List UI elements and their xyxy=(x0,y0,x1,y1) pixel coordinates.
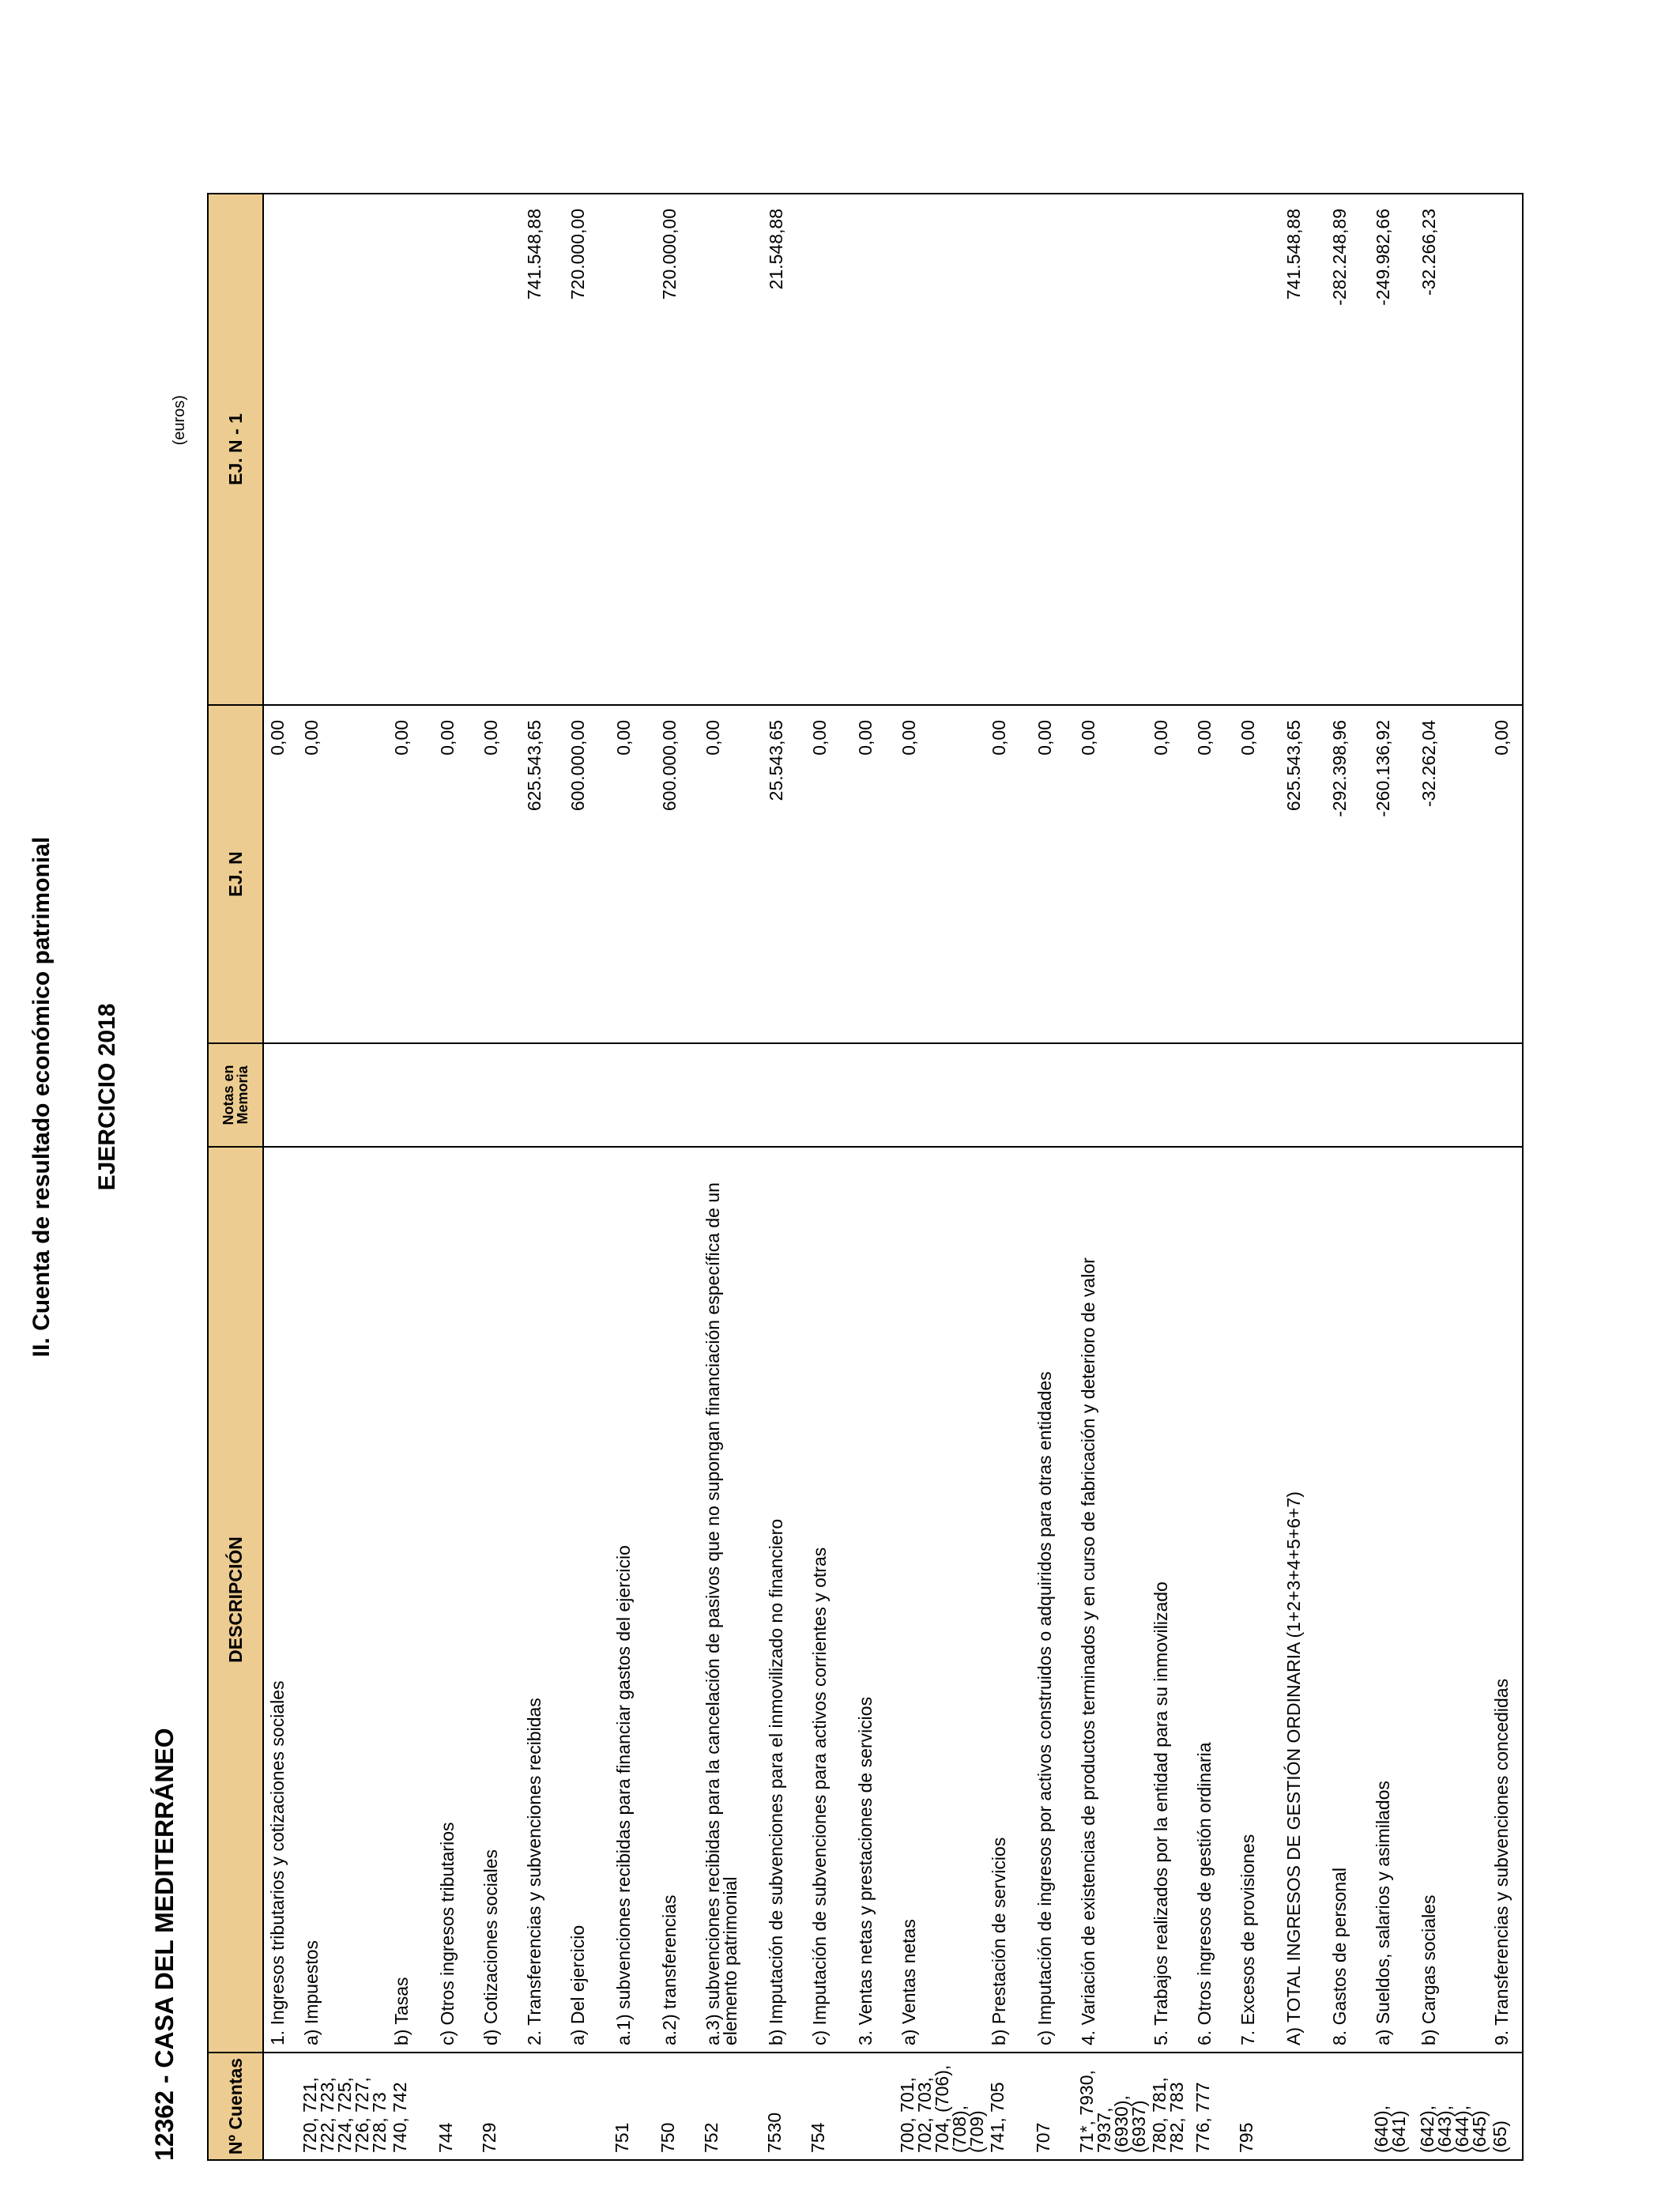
ej-n-1-value: -282.248,89 xyxy=(1326,194,1369,705)
ej-n-value: 0,00 xyxy=(434,705,477,1043)
notes-cell xyxy=(1147,1043,1191,1147)
results-table xyxy=(207,193,1524,2161)
ej-n-1-value: 21.548,88 xyxy=(763,194,806,705)
ej-n-1-value: 720.000,00 xyxy=(656,194,699,705)
notes-cell xyxy=(521,1043,564,1147)
notes-cell xyxy=(1234,1043,1280,1147)
description-cell: 4. Variación de existencias de productos terminados y en curso de fabricación y deterioro de valor xyxy=(1075,1147,1147,2053)
ej-n-1-value: 720.000,00 xyxy=(564,194,610,705)
accounts-cell: 751 xyxy=(610,2053,656,2160)
table-row xyxy=(806,194,852,2160)
ej-n-value: 600.000,00 xyxy=(656,705,699,1043)
notes-cell xyxy=(263,1043,298,1147)
description-cell: 3. Ventas netas y prestaciones de servicios xyxy=(852,1147,895,2053)
table-row xyxy=(263,194,298,2160)
ej-n-value: -292.398,96 xyxy=(1326,705,1369,1043)
ej-n-1-value: -249.982,66 xyxy=(1369,194,1415,705)
table-row xyxy=(1031,194,1075,2160)
accounts-cell xyxy=(852,2053,895,2160)
description-cell: 6. Otros ingresos de gestión ordinaria xyxy=(1191,1147,1234,2053)
table-row xyxy=(1147,194,1191,2160)
description-cell: b) Prestación de servicios xyxy=(985,1147,1031,2053)
accounts-cell: (65) xyxy=(1488,2053,1523,2160)
notes-cell xyxy=(852,1043,895,1147)
description-cell: a.1) subvenciones recibidas para financiar gastos del ejercicio xyxy=(610,1147,656,2053)
description-cell: 2. Transferencias y subvenciones recibidas xyxy=(521,1147,564,2053)
description-cell: 1. Ingresos tributarios y cotizaciones sociales xyxy=(263,1147,298,2053)
ej-n-value: 0,00 xyxy=(806,705,852,1043)
notes-cell xyxy=(388,1043,434,1147)
ej-n-value: 0,00 xyxy=(1147,705,1191,1043)
ej-n-value: 0,00 xyxy=(477,705,521,1043)
table-row xyxy=(298,194,388,2160)
notes-cell xyxy=(434,1043,477,1147)
table-row xyxy=(763,194,806,2160)
ej-n-1-value: 741.548,88 xyxy=(521,194,564,705)
ej-n-1-value xyxy=(1488,194,1523,705)
table-row xyxy=(610,194,656,2160)
table-row xyxy=(656,194,699,2160)
accounts-cell: 750 xyxy=(656,2053,699,2160)
accounts-cell: 752 xyxy=(699,2053,763,2160)
units-label: (euros) xyxy=(171,395,188,446)
accounts-cell xyxy=(263,2053,298,2160)
table-row xyxy=(1191,194,1234,2160)
ej-n-value: 0,00 xyxy=(1234,705,1280,1043)
description-cell: a.2) transferencias xyxy=(656,1147,699,2053)
notes-cell xyxy=(1488,1043,1523,1147)
notes-cell xyxy=(298,1043,388,1147)
header-notes: Notas en Memoria xyxy=(208,1043,263,1147)
description-cell: 8. Gastos de personal xyxy=(1326,1147,1369,2053)
accounts-cell xyxy=(521,2053,564,2160)
description-cell: a.3) subvenciones recibidas para la cancelación de pasivos que no supongan financiación específica de un elemento patrimonial xyxy=(699,1147,763,2053)
ej-n-value: 25.543,65 xyxy=(763,705,806,1043)
notes-cell xyxy=(763,1043,806,1147)
ej-n-1-value xyxy=(985,194,1031,705)
notes-cell xyxy=(610,1043,656,1147)
accounts-cell: 71*, 7930, 7937, (6930), (6937) xyxy=(1075,2053,1147,2160)
accounts-cell: 7530 xyxy=(763,2053,806,2160)
description-cell: A) TOTAL INGRESOS DE GESTIÓN ORDINARIA (1+2+3+4+5+6+7) xyxy=(1280,1147,1326,2053)
notes-cell xyxy=(1031,1043,1075,1147)
report-title: II. Cuenta de resultado económico patrimonial xyxy=(28,836,55,1358)
table-row xyxy=(1280,194,1326,2160)
ej-n-value: 0,00 xyxy=(852,705,895,1043)
notes-cell xyxy=(564,1043,610,1147)
exercise-heading: EJERCICIO 2018 xyxy=(94,1003,120,1191)
ej-n-1-value: 741.548,88 xyxy=(1280,194,1326,705)
table-row xyxy=(1075,194,1147,2160)
accounts-cell xyxy=(564,2053,610,2160)
accounts-cell: (642), (643), (644), (645) xyxy=(1415,2053,1488,2160)
header-ej-n: EJ. N xyxy=(208,705,263,1043)
accounts-cell: 744 xyxy=(434,2053,477,2160)
notes-cell xyxy=(1075,1043,1147,1147)
ej-n-value: 0,00 xyxy=(985,705,1031,1043)
table-row xyxy=(477,194,521,2160)
description-cell: a) Del ejercicio xyxy=(564,1147,610,2053)
description-cell: b) Tasas xyxy=(388,1147,434,2053)
notes-cell xyxy=(656,1043,699,1147)
ej-n-value: 0,00 xyxy=(263,705,298,1043)
notes-cell xyxy=(1280,1043,1326,1147)
notes-cell xyxy=(699,1043,763,1147)
header-accounts: Nº Cuentas xyxy=(208,2053,263,2160)
table-row xyxy=(852,194,895,2160)
ej-n-value: 0,00 xyxy=(1191,705,1234,1043)
description-cell: 7. Excesos de provisiones xyxy=(1234,1147,1280,2053)
notes-cell xyxy=(1191,1043,1234,1147)
description-cell: c) Imputación de subvenciones para activos corrientes y otras xyxy=(806,1147,852,2053)
description-cell: b) Cargas sociales xyxy=(1415,1147,1488,2053)
accounts-cell: 780, 781, 782, 783 xyxy=(1147,2053,1191,2160)
notes-cell xyxy=(985,1043,1031,1147)
ej-n-value: 0,00 xyxy=(1075,705,1147,1043)
accounts-cell: 707 xyxy=(1031,2053,1075,2160)
ej-n-1-value: -32.266,23 xyxy=(1415,194,1488,705)
entity-name: 12362 - CASA DEL MEDITERRÁNEO xyxy=(150,1728,179,2161)
ej-n-value: 0,00 xyxy=(895,705,985,1043)
table-row xyxy=(388,194,434,2160)
ej-n-value: 0,00 xyxy=(388,705,434,1043)
notes-cell xyxy=(806,1043,852,1147)
table-row xyxy=(895,194,985,2160)
ej-n-value: 625.543,65 xyxy=(521,705,564,1043)
ej-n-1-value xyxy=(895,194,985,705)
ej-n-1-value xyxy=(806,194,852,705)
table-row xyxy=(1234,194,1280,2160)
ej-n-1-value xyxy=(852,194,895,705)
accounts-cell: 729 xyxy=(477,2053,521,2160)
header-description: DESCRIPCIÓN xyxy=(208,1147,263,2053)
description-cell: b) Imputación de subvenciones para el inmovilizado no financiero xyxy=(763,1147,806,2053)
header-ej-n-1: EJ. N - 1 xyxy=(208,194,263,705)
ej-n-value: 600.000,00 xyxy=(564,705,610,1043)
table-row xyxy=(564,194,610,2160)
description-cell: a) Ventas netas xyxy=(895,1147,985,2053)
ej-n-1-value xyxy=(388,194,434,705)
accounts-cell: 740, 742 xyxy=(388,2053,434,2160)
accounts-cell: 700, 701, 702, 703, 704, (706), (708), (709) xyxy=(895,2053,985,2160)
table-row xyxy=(1415,194,1488,2160)
ej-n-value: 625.543,65 xyxy=(1280,705,1326,1043)
notes-cell xyxy=(1415,1043,1488,1147)
description-cell: 5. Trabajos realizados por la entidad para su inmovilizado xyxy=(1147,1147,1191,2053)
ej-n-1-value xyxy=(699,194,763,705)
table-row xyxy=(1369,194,1415,2160)
ej-n-value: -32.262,04 xyxy=(1415,705,1488,1043)
accounts-cell: 720, 721, 722, 723, 724, 725, 726, 727, 728, 73 xyxy=(298,2053,388,2160)
ej-n-1-value xyxy=(610,194,656,705)
description-cell: d) Cotizaciones sociales xyxy=(477,1147,521,2053)
accounts-cell: (640), (641) xyxy=(1369,2053,1415,2160)
description-cell: c) Imputación de ingresos por activos construidos o adquiridos para otras entidades xyxy=(1031,1147,1075,2053)
table-row xyxy=(699,194,763,2160)
ej-n-value: 0,00 xyxy=(298,705,388,1043)
table-row xyxy=(1488,194,1523,2160)
ej-n-1-value xyxy=(263,194,298,705)
ej-n-value: 0,00 xyxy=(699,705,763,1043)
accounts-cell: 795 xyxy=(1234,2053,1280,2160)
ej-n-1-value xyxy=(1075,194,1147,705)
ej-n-1-value xyxy=(1191,194,1234,705)
notes-cell xyxy=(477,1043,521,1147)
notes-cell xyxy=(1369,1043,1415,1147)
notes-cell xyxy=(1326,1043,1369,1147)
accounts-cell xyxy=(1326,2053,1369,2160)
ej-n-1-value xyxy=(1147,194,1191,705)
ej-n-value: 0,00 xyxy=(1031,705,1075,1043)
ej-n-1-value xyxy=(1031,194,1075,705)
ej-n-1-value xyxy=(1234,194,1280,705)
table-row xyxy=(985,194,1031,2160)
ej-n-1-value xyxy=(477,194,521,705)
ej-n-value: 0,00 xyxy=(610,705,656,1043)
accounts-cell: 754 xyxy=(806,2053,852,2160)
description-cell: 9. Transferencias y subvenciones concedidas xyxy=(1488,1147,1523,2053)
ej-n-value: -260.136,92 xyxy=(1369,705,1415,1043)
table-row xyxy=(1326,194,1369,2160)
table-row xyxy=(521,194,564,2160)
ej-n-1-value xyxy=(298,194,388,705)
table-row xyxy=(434,194,477,2160)
ej-n-1-value xyxy=(434,194,477,705)
description-cell: a) Sueldos, salarios y asimilados xyxy=(1369,1147,1415,2053)
ej-n-value: 0,00 xyxy=(1488,705,1523,1043)
description-cell: a) Impuestos xyxy=(298,1147,388,2053)
accounts-cell: 741, 705 xyxy=(985,2053,1031,2160)
accounts-cell: 776, 777 xyxy=(1191,2053,1234,2160)
table-header-row xyxy=(208,194,263,2160)
notes-cell xyxy=(895,1043,985,1147)
description-cell: c) Otros ingresos tributarios xyxy=(434,1147,477,2053)
accounts-cell xyxy=(1280,2053,1326,2160)
